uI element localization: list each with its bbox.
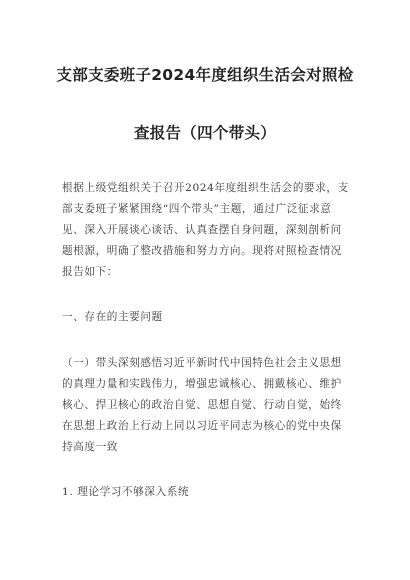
item-line: 持高度一致 [62, 441, 118, 453]
document-title-line-2: 查报告（四个带头） [133, 124, 277, 142]
intro-line: 根据上级党组织关于召开2024年度组织生活会的要求，支 [62, 182, 349, 194]
intro-line: 题根源，明确了整改措施和努力方向。现将对照检查情况 [62, 245, 342, 257]
item-line: 在思想上政治上行动上同以习近平同志为核心的党中央保 [62, 420, 342, 432]
item-paragraph [62, 353, 352, 458]
subsection-heading [62, 482, 352, 503]
intro-line: 见、深入开展谈心谈话、认真查摆自身问题，深刻剖析问 [62, 224, 342, 236]
item-line: （一）带头深刻感悟习近平新时代中国特色社会主义思想 [62, 357, 342, 369]
intro-line: 部支委班子紧紧围绕“四个带头”主题，通过广泛征求意 [62, 203, 332, 215]
item-line: 的真理力量和实践伟力，增强忠诚核心、拥戴核心、维护 [62, 378, 342, 390]
item-line: 核心、捍卫核心的政治自觉、思想自觉、行动自觉，始终 [62, 399, 342, 411]
document-title-line-1: 支部支委班子2024年度组织生活会对照检 [56, 66, 354, 84]
section-heading-text: 一、存在的主要问题 [62, 311, 163, 323]
section-heading [62, 307, 352, 328]
subsection-heading-text: 1. 理论学习不够深入系统 [62, 486, 190, 498]
intro-paragraph [62, 178, 352, 283]
intro-line: 报告如下： [62, 266, 118, 278]
